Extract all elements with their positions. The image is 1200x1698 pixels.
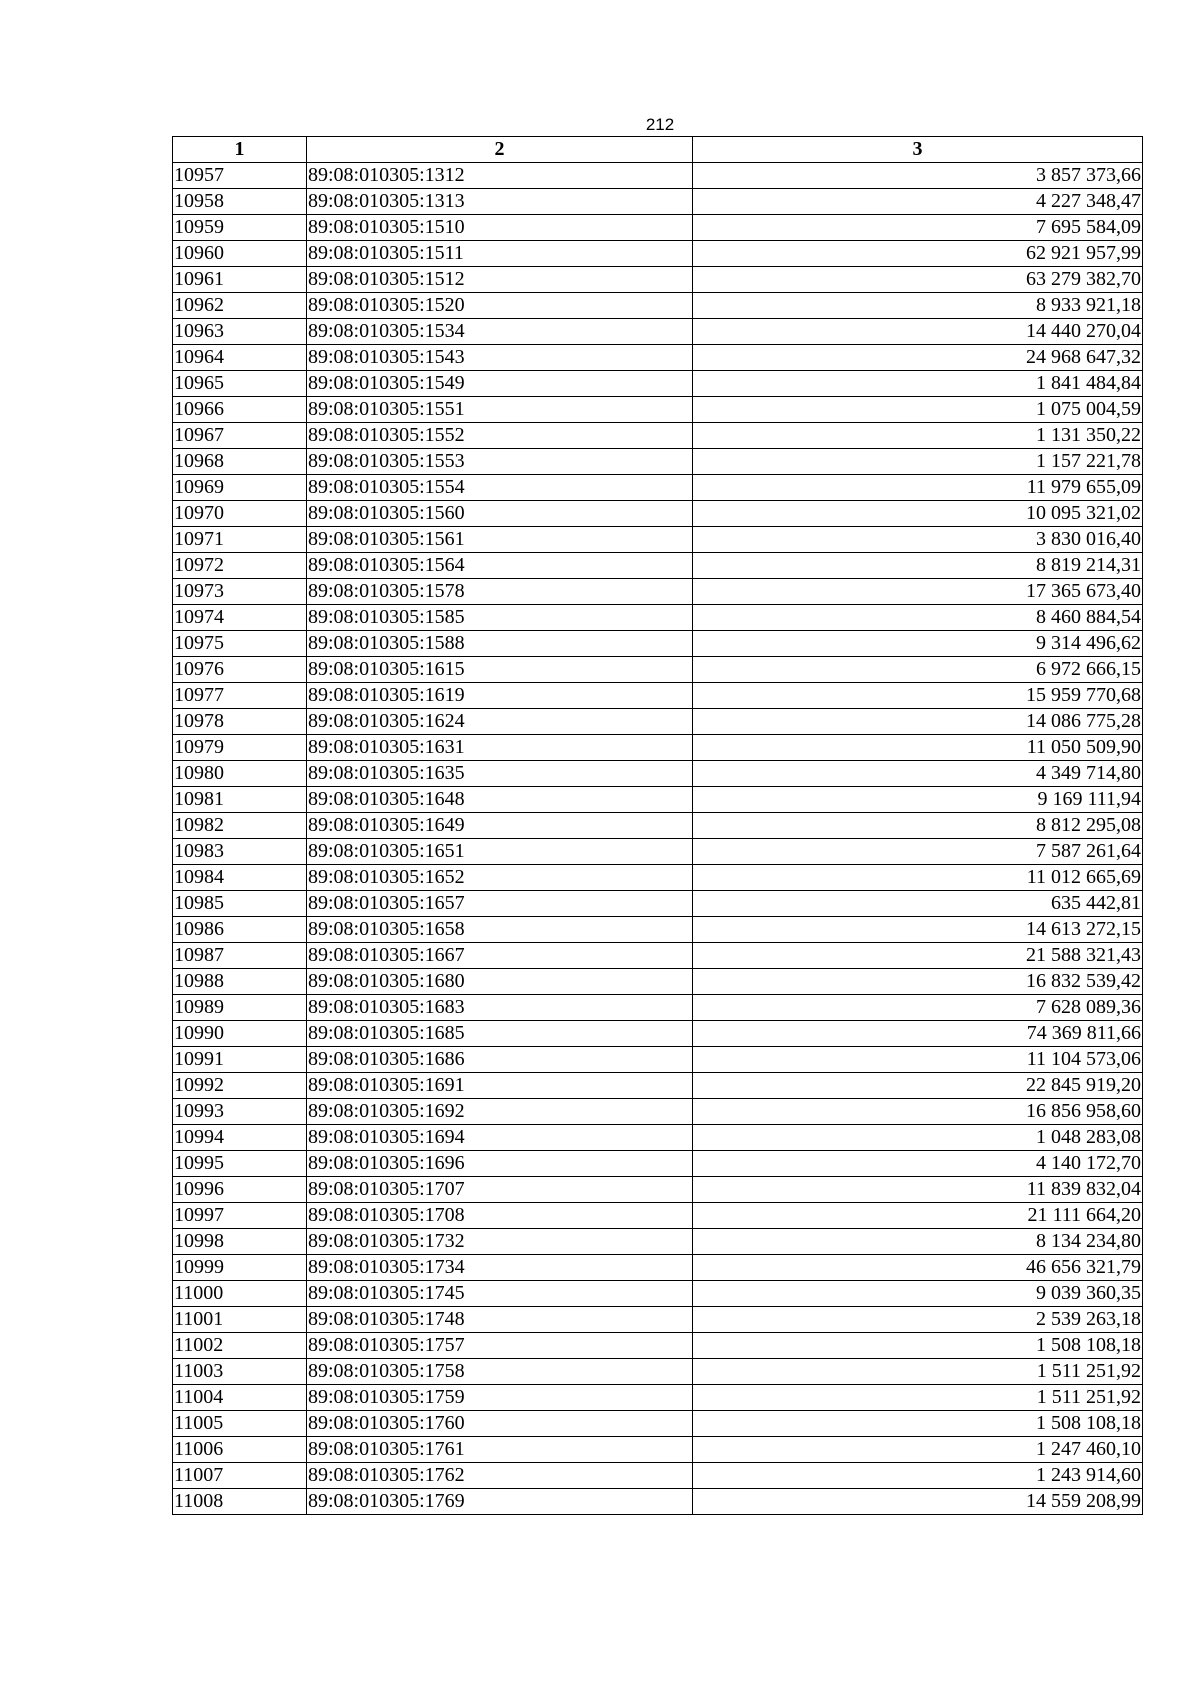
cadastral-number-cell: 89:08:010305:1543 — [307, 345, 693, 371]
cadastral-number-cell: 89:08:010305:1748 — [307, 1307, 693, 1333]
cadastral-number-cell: 89:08:010305:1553 — [307, 449, 693, 475]
cadastral-number-cell: 89:08:010305:1732 — [307, 1229, 693, 1255]
table-row — [173, 397, 1143, 423]
table-row — [173, 1411, 1143, 1437]
row-number-cell: 10970 — [173, 501, 307, 527]
amount-cell: 9 039 360,35 — [693, 1281, 1143, 1307]
row-number-cell: 10978 — [173, 709, 307, 735]
table-row — [173, 995, 1143, 1021]
table-row — [173, 189, 1143, 215]
cadastral-number-cell: 89:08:010305:1707 — [307, 1177, 693, 1203]
cadastral-number-cell: 89:08:010305:1551 — [307, 397, 693, 423]
cadastral-number-cell: 89:08:010305:1680 — [307, 969, 693, 995]
amount-cell: 8 812 295,08 — [693, 813, 1143, 839]
amount-cell: 6 972 666,15 — [693, 657, 1143, 683]
amount-cell: 9 169 111,94 — [693, 787, 1143, 813]
cadastral-number-cell: 89:08:010305:1560 — [307, 501, 693, 527]
row-number-cell: 10994 — [173, 1125, 307, 1151]
row-number-cell: 10960 — [173, 241, 307, 267]
cadastral-number-cell: 89:08:010305:1619 — [307, 683, 693, 709]
row-number-cell: 10998 — [173, 1229, 307, 1255]
cadastral-number-cell: 89:08:010305:1615 — [307, 657, 693, 683]
cadastral-number-cell: 89:08:010305:1564 — [307, 553, 693, 579]
table-row — [173, 1281, 1143, 1307]
table-row — [173, 475, 1143, 501]
amount-cell: 8 134 234,80 — [693, 1229, 1143, 1255]
table-row — [173, 449, 1143, 475]
table-row — [173, 1229, 1143, 1255]
table-row — [173, 1463, 1143, 1489]
row-number-cell: 10974 — [173, 605, 307, 631]
row-number-cell: 10993 — [173, 1099, 307, 1125]
cadastral-number-cell: 89:08:010305:1708 — [307, 1203, 693, 1229]
cadastral-number-cell: 89:08:010305:1760 — [307, 1411, 693, 1437]
row-number-cell: 10964 — [173, 345, 307, 371]
table-row — [173, 1255, 1143, 1281]
table-row — [173, 319, 1143, 345]
amount-cell: 1 048 283,08 — [693, 1125, 1143, 1151]
amount-cell: 1 511 251,92 — [693, 1359, 1143, 1385]
row-number-cell: 10969 — [173, 475, 307, 501]
cadastral-number-cell: 89:08:010305:1624 — [307, 709, 693, 735]
page-number: 212 — [645, 115, 675, 134]
amount-cell: 21 111 664,20 — [693, 1203, 1143, 1229]
amount-cell: 1 075 004,59 — [693, 397, 1143, 423]
cadastral-number-cell: 89:08:010305:1758 — [307, 1359, 693, 1385]
amount-cell: 11 012 665,69 — [693, 865, 1143, 891]
table-row — [173, 1359, 1143, 1385]
amount-cell: 14 559 208,99 — [693, 1489, 1143, 1515]
row-number-cell: 11001 — [173, 1307, 307, 1333]
cadastral-number-cell: 89:08:010305:1651 — [307, 839, 693, 865]
row-number-cell: 10962 — [173, 293, 307, 319]
amount-cell: 635 442,81 — [693, 891, 1143, 917]
table-row — [173, 423, 1143, 449]
amount-cell: 9 314 496,62 — [693, 631, 1143, 657]
table-row — [173, 891, 1143, 917]
row-number-cell: 10996 — [173, 1177, 307, 1203]
row-number-cell: 10995 — [173, 1151, 307, 1177]
cadastral-number-cell: 89:08:010305:1313 — [307, 189, 693, 215]
table-row — [173, 267, 1143, 293]
amount-cell: 4 349 714,80 — [693, 761, 1143, 787]
row-number-cell: 10968 — [173, 449, 307, 475]
amount-cell: 10 095 321,02 — [693, 501, 1143, 527]
table-row — [173, 813, 1143, 839]
cadastral-number-cell: 89:08:010305:1578 — [307, 579, 693, 605]
data-table — [172, 136, 1143, 1515]
cadastral-number-cell: 89:08:010305:1667 — [307, 943, 693, 969]
row-number-cell: 11008 — [173, 1489, 307, 1515]
table-row — [173, 553, 1143, 579]
amount-cell: 8 460 884,54 — [693, 605, 1143, 631]
table-header — [173, 137, 1143, 163]
cadastral-number-cell: 89:08:010305:1692 — [307, 1099, 693, 1125]
cadastral-number-cell: 89:08:010305:1757 — [307, 1333, 693, 1359]
amount-cell: 4 140 172,70 — [693, 1151, 1143, 1177]
cadastral-number-cell: 89:08:010305:1696 — [307, 1151, 693, 1177]
table-row — [173, 163, 1143, 189]
amount-cell: 3 830 016,40 — [693, 527, 1143, 553]
table-row — [173, 787, 1143, 813]
cadastral-number-cell: 89:08:010305:1658 — [307, 917, 693, 943]
amount-cell: 16 856 958,60 — [693, 1099, 1143, 1125]
table-row — [173, 1151, 1143, 1177]
table-row — [173, 865, 1143, 891]
row-number-cell: 10982 — [173, 813, 307, 839]
row-number-cell: 10972 — [173, 553, 307, 579]
cadastral-number-cell: 89:08:010305:1694 — [307, 1125, 693, 1151]
cadastral-number-cell: 89:08:010305:1648 — [307, 787, 693, 813]
amount-cell: 2 539 263,18 — [693, 1307, 1143, 1333]
row-number-cell: 10983 — [173, 839, 307, 865]
table-row — [173, 241, 1143, 267]
row-number-cell: 10992 — [173, 1073, 307, 1099]
row-number-cell: 10988 — [173, 969, 307, 995]
cadastral-number-cell: 89:08:010305:1657 — [307, 891, 693, 917]
cadastral-number-cell: 89:08:010305:1554 — [307, 475, 693, 501]
row-number-cell: 10961 — [173, 267, 307, 293]
cadastral-number-cell: 89:08:010305:1652 — [307, 865, 693, 891]
header-row — [173, 137, 1143, 163]
cadastral-number-cell: 89:08:010305:1631 — [307, 735, 693, 761]
cadastral-number-cell: 89:08:010305:1312 — [307, 163, 693, 189]
cadastral-number-cell: 89:08:010305:1686 — [307, 1047, 693, 1073]
table-row — [173, 1489, 1143, 1515]
table-row — [173, 1333, 1143, 1359]
row-number-cell: 10984 — [173, 865, 307, 891]
cadastral-number-cell: 89:08:010305:1759 — [307, 1385, 693, 1411]
table-row — [173, 839, 1143, 865]
amount-cell: 3 857 373,66 — [693, 163, 1143, 189]
row-number-cell: 10958 — [173, 189, 307, 215]
cadastral-number-cell: 89:08:010305:1534 — [307, 319, 693, 345]
cadastral-number-cell: 89:08:010305:1635 — [307, 761, 693, 787]
table-row — [173, 943, 1143, 969]
row-number-cell: 10989 — [173, 995, 307, 1021]
amount-cell: 1 508 108,18 — [693, 1333, 1143, 1359]
column-header-3: 3 — [693, 137, 1143, 163]
table-row — [173, 605, 1143, 631]
row-number-cell: 10990 — [173, 1021, 307, 1047]
cadastral-number-cell: 89:08:010305:1685 — [307, 1021, 693, 1047]
cadastral-number-cell: 89:08:010305:1585 — [307, 605, 693, 631]
amount-cell: 24 968 647,32 — [693, 345, 1143, 371]
amount-cell: 8 819 214,31 — [693, 553, 1143, 579]
table-row — [173, 345, 1143, 371]
table-row — [173, 1203, 1143, 1229]
amount-cell: 1 243 914,60 — [693, 1463, 1143, 1489]
cadastral-number-cell: 89:08:010305:1745 — [307, 1281, 693, 1307]
amount-cell: 74 369 811,66 — [693, 1021, 1143, 1047]
row-number-cell: 11005 — [173, 1411, 307, 1437]
column-header-1: 1 — [173, 137, 307, 163]
amount-cell: 14 613 272,15 — [693, 917, 1143, 943]
row-number-cell: 10999 — [173, 1255, 307, 1281]
table-row — [173, 657, 1143, 683]
cadastral-number-cell: 89:08:010305:1691 — [307, 1073, 693, 1099]
row-number-cell: 10980 — [173, 761, 307, 787]
row-number-cell: 10981 — [173, 787, 307, 813]
row-number-cell: 10975 — [173, 631, 307, 657]
table-row — [173, 1437, 1143, 1463]
row-number-cell: 10997 — [173, 1203, 307, 1229]
amount-cell: 11 979 655,09 — [693, 475, 1143, 501]
cadastral-number-cell: 89:08:010305:1510 — [307, 215, 693, 241]
table-row — [173, 293, 1143, 319]
row-number-cell: 10985 — [173, 891, 307, 917]
cadastral-number-cell: 89:08:010305:1552 — [307, 423, 693, 449]
row-number-cell: 11007 — [173, 1463, 307, 1489]
table-row — [173, 1385, 1143, 1411]
cadastral-number-cell: 89:08:010305:1520 — [307, 293, 693, 319]
cadastral-number-cell: 89:08:010305:1761 — [307, 1437, 693, 1463]
row-number-cell: 10987 — [173, 943, 307, 969]
table-row — [173, 527, 1143, 553]
cadastral-number-cell: 89:08:010305:1549 — [307, 371, 693, 397]
amount-cell: 11 839 832,04 — [693, 1177, 1143, 1203]
amount-cell: 46 656 321,79 — [693, 1255, 1143, 1281]
row-number-cell: 10957 — [173, 163, 307, 189]
row-number-cell: 10959 — [173, 215, 307, 241]
table-row — [173, 501, 1143, 527]
table-row — [173, 1047, 1143, 1073]
amount-cell: 7 695 584,09 — [693, 215, 1143, 241]
amount-cell: 14 440 270,04 — [693, 319, 1143, 345]
amount-cell: 62 921 957,99 — [693, 241, 1143, 267]
amount-cell: 11 050 509,90 — [693, 735, 1143, 761]
cadastral-number-cell: 89:08:010305:1762 — [307, 1463, 693, 1489]
row-number-cell: 11002 — [173, 1333, 307, 1359]
cadastral-number-cell: 89:08:010305:1769 — [307, 1489, 693, 1515]
row-number-cell: 10966 — [173, 397, 307, 423]
row-number-cell: 11003 — [173, 1359, 307, 1385]
cadastral-number-cell: 89:08:010305:1649 — [307, 813, 693, 839]
table-row — [173, 1177, 1143, 1203]
table-row — [173, 1073, 1143, 1099]
amount-cell: 1 508 108,18 — [693, 1411, 1143, 1437]
table-row — [173, 215, 1143, 241]
table-row — [173, 371, 1143, 397]
row-number-cell: 11006 — [173, 1437, 307, 1463]
amount-cell: 11 104 573,06 — [693, 1047, 1143, 1073]
table-row — [173, 969, 1143, 995]
table-body — [173, 163, 1143, 1515]
amount-cell: 22 845 919,20 — [693, 1073, 1143, 1099]
amount-cell: 1 247 460,10 — [693, 1437, 1143, 1463]
amount-cell: 17 365 673,40 — [693, 579, 1143, 605]
table-row — [173, 761, 1143, 787]
row-number-cell: 11004 — [173, 1385, 307, 1411]
table-row — [173, 709, 1143, 735]
row-number-cell: 10976 — [173, 657, 307, 683]
amount-cell: 1 131 350,22 — [693, 423, 1143, 449]
table-row — [173, 917, 1143, 943]
amount-cell: 7 587 261,64 — [693, 839, 1143, 865]
row-number-cell: 10963 — [173, 319, 307, 345]
cadastral-number-cell: 89:08:010305:1511 — [307, 241, 693, 267]
amount-cell: 16 832 539,42 — [693, 969, 1143, 995]
row-number-cell: 10991 — [173, 1047, 307, 1073]
amount-cell: 8 933 921,18 — [693, 293, 1143, 319]
table-row — [173, 735, 1143, 761]
cadastral-number-cell: 89:08:010305:1683 — [307, 995, 693, 1021]
column-header-2: 2 — [307, 137, 693, 163]
row-number-cell: 10977 — [173, 683, 307, 709]
amount-cell: 1 511 251,92 — [693, 1385, 1143, 1411]
amount-cell: 21 588 321,43 — [693, 943, 1143, 969]
amount-cell: 15 959 770,68 — [693, 683, 1143, 709]
cadastral-number-cell: 89:08:010305:1512 — [307, 267, 693, 293]
amount-cell: 4 227 348,47 — [693, 189, 1143, 215]
table-row — [173, 1125, 1143, 1151]
cadastral-number-cell: 89:08:010305:1561 — [307, 527, 693, 553]
amount-cell: 1 841 484,84 — [693, 371, 1143, 397]
amount-cell: 63 279 382,70 — [693, 267, 1143, 293]
row-number-cell: 10986 — [173, 917, 307, 943]
row-number-cell: 10967 — [173, 423, 307, 449]
row-number-cell: 10965 — [173, 371, 307, 397]
row-number-cell: 10971 — [173, 527, 307, 553]
row-number-cell: 10979 — [173, 735, 307, 761]
table-row — [173, 1307, 1143, 1333]
amount-cell: 14 086 775,28 — [693, 709, 1143, 735]
table-row — [173, 631, 1143, 657]
amount-cell: 1 157 221,78 — [693, 449, 1143, 475]
cadastral-number-cell: 89:08:010305:1588 — [307, 631, 693, 657]
table-row — [173, 579, 1143, 605]
table-row — [173, 1021, 1143, 1047]
row-number-cell: 11000 — [173, 1281, 307, 1307]
table-row — [173, 683, 1143, 709]
amount-cell: 7 628 089,36 — [693, 995, 1143, 1021]
table-row — [173, 1099, 1143, 1125]
row-number-cell: 10973 — [173, 579, 307, 605]
cadastral-number-cell: 89:08:010305:1734 — [307, 1255, 693, 1281]
